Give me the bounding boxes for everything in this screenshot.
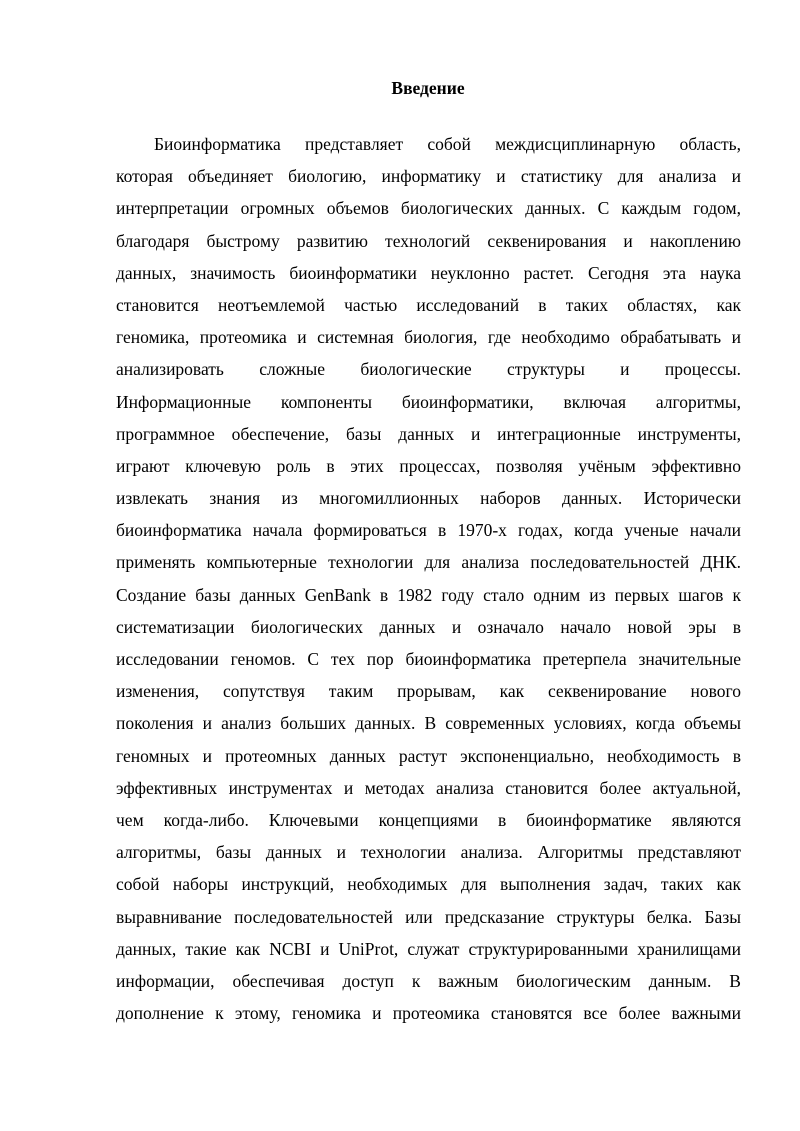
text-line: Биоинформатика представляет собой междисциплинарную область, xyxy=(154,134,741,154)
text-line: играют ключевую роль в этих процессах, позволяя учёным эффективно xyxy=(116,455,741,476)
text-line: геномика, протеомика и системная биология, где необходимо обрабатывать и xyxy=(116,327,741,348)
text-line: интерпретации огромных объемов биологических данных. С каждым годом, xyxy=(116,198,741,219)
page-title: Введение xyxy=(391,78,465,98)
text-line: поколения и анализ больших данных. В современных условиях, когда объемы xyxy=(116,713,741,734)
text-line: благодаря быстрому развитию технологий секвенирования и накоплению xyxy=(116,230,741,251)
text-line: которая объединяет биологию, информатику и статистику для анализа и xyxy=(116,166,741,187)
text-line: становится неотъемлемой частью исследований в таких областях, как xyxy=(116,294,741,315)
text-line: программное обеспечение, базы данных и интеграционные инструменты, xyxy=(116,423,741,444)
text-line: применять компьютерные технологии для анализа последовательностей ДНК. xyxy=(116,552,741,573)
text-line: эффективных инструментах и методах анализа становится более актуальной, xyxy=(116,777,741,798)
text-line: данных, значимость биоинформатики неуклонно растет. Сегодня эта наука xyxy=(116,262,741,283)
text-line: изменения, сопутствуя таким прорывам, как секвенирование нового xyxy=(116,681,741,702)
text-line: чем когда-либо. Ключевыми концепциями в биоинформатике являются xyxy=(116,809,741,830)
text-line: данных, такие как NCBI и UniProt, служат структурированными хранилищами xyxy=(116,938,741,959)
text-line: Информационные компоненты биоинформатики, включая алгоритмы, xyxy=(116,391,741,412)
text-line: биоинформатика начала формироваться в 1970-х годах, когда ученые начали xyxy=(116,520,741,541)
text-line: систематизации биологических данных и означало начало новой эры в xyxy=(116,616,741,637)
text-line: алгоритмы, базы данных и технологии анализа. Алгоритмы представляют xyxy=(116,842,741,863)
text-line: исследовании геномов. С тех пор биоинформатика претерпела значительные xyxy=(116,649,741,669)
text-line: геномных и протеомных данных растут экспоненциально, необходимость в xyxy=(116,745,741,766)
text-line: извлекать знания из многомиллионных наборов данных. Исторически xyxy=(116,488,741,509)
text-line: информации, обеспечивая доступ к важным биологическим данным. В xyxy=(116,970,741,991)
text-line: Создание базы данных GenBank в 1982 году стало одним из первых шагов к xyxy=(116,584,741,605)
body-paragraph xyxy=(116,128,741,1029)
text-line: дополнение к этому, геномика и протеомика становятся все более важными xyxy=(116,1003,741,1024)
text-line: собой наборы инструкций, необходимых для выполнения задач, таких как xyxy=(116,874,741,895)
text-line: выравнивание последовательностей или предсказание структуры белка. Базы xyxy=(116,906,741,927)
text-line: анализировать сложные биологические структуры и процессы. xyxy=(116,359,741,380)
